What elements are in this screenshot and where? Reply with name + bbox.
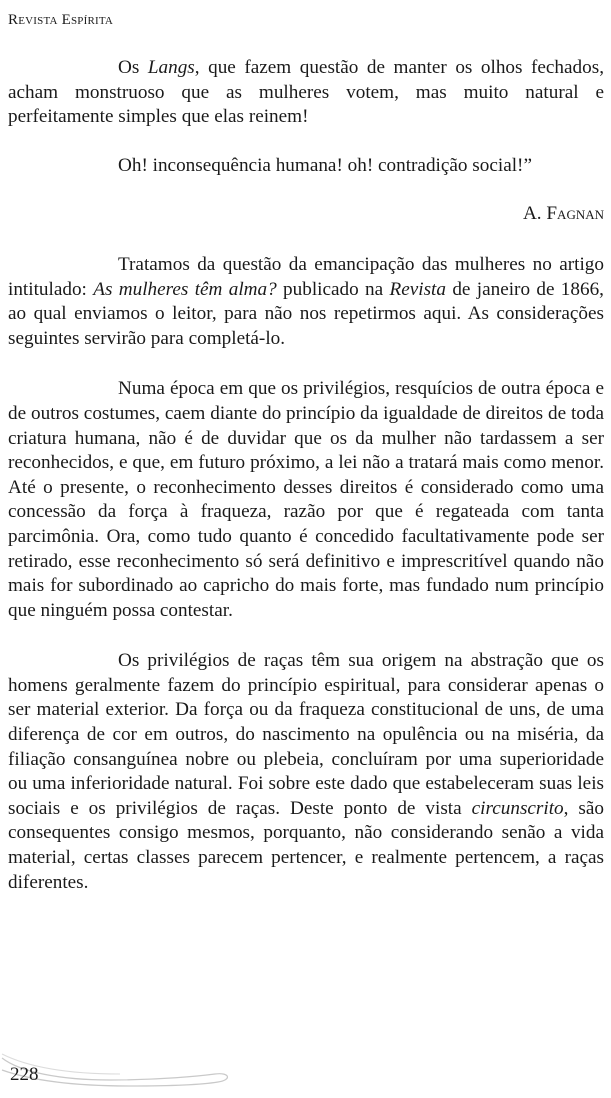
paragraph-2: Oh! inconsequência humana! oh! contradição social!” [118, 154, 532, 176]
p3-article-title: As mulheres têm alma? [93, 278, 277, 300]
p3-journal-name: Revista [389, 278, 446, 300]
p3-text-a: Tratamos da questão da emancipação das mulheres no artigo intitulado: [8, 253, 604, 300]
p5-emphasis-circunscrito: circunscrito [471, 797, 564, 819]
p1-text-pre: Os [118, 57, 148, 78]
p5-text-a: Os privilégios de raças têm sua origem na abstração que os homens geralmente fazem do princípio espiritual, para considerar apenas o ser material exterior. Da força ou da fraqueza constitucional de uns, de uma diferença de cor em outros, do nascimento na opulência ou na miséria, da filiação consanguínea nobre ou plebeia, concluíram por uma superioridade ou uma inferioridade natural. Foi sobre este dado que estabeleceram suas leis sociais e os privilégios de raças. Deste ponto de vista [8, 650, 604, 819]
p3-text-c: de janeiro de 1866, ao qual enviamos o leitor, para não nos repetirmos aqui. As considerações seguintes servirão para completá-lo. [8, 278, 604, 349]
paragraph-3 [8, 253, 604, 351]
p5-text-b: , são consequentes consigo mesmos, porquanto, não considerando senão a vida material, certas classes parecem pertencer, e realmente pertencem, a raças diferentes. [8, 797, 605, 893]
p1-emphasis-langs: Langs [147, 57, 195, 78]
paragraph-4: Numa época em que os privilégios, resquícios de outra época e de outros costumes, caem diante do princípio da igualdade de direitos de toda criatura humana, não é de duvidar que os da mulher não tardassem a ser reconhecidos, e que, em futuro próximo, a lei não a tratará mais como menor. Até o presente, o reconhecimento desses direitos é considerado como uma concessão da força à fraqueza, razão por que é regateada com tanta parcimônia. Ora, como tudo quanto é concedido facultativamente pode ser retirado, esse reconhecimento só será definitivo e imprescritível quando não mais for subordinado ao capricho do mais forte, mas fundado num princípio que ninguém possa contestar. [8, 378, 604, 621]
p3-text-b: publicado na [276, 278, 390, 300]
p1-text-post: , que fazem questão de manter os olhos fechados, acham monstruoso que as mulheres votem, mas muito natural e perfeitamente simples que elas reinem! [8, 57, 604, 128]
page-number: 228 [10, 1064, 39, 1085]
running-header: Revista Espírita [8, 12, 114, 28]
paragraph-1 [8, 56, 604, 130]
paragraph-5 [8, 649, 604, 895]
page-body [8, 56, 604, 895]
author-signature: A. Fagnan [522, 203, 604, 225]
